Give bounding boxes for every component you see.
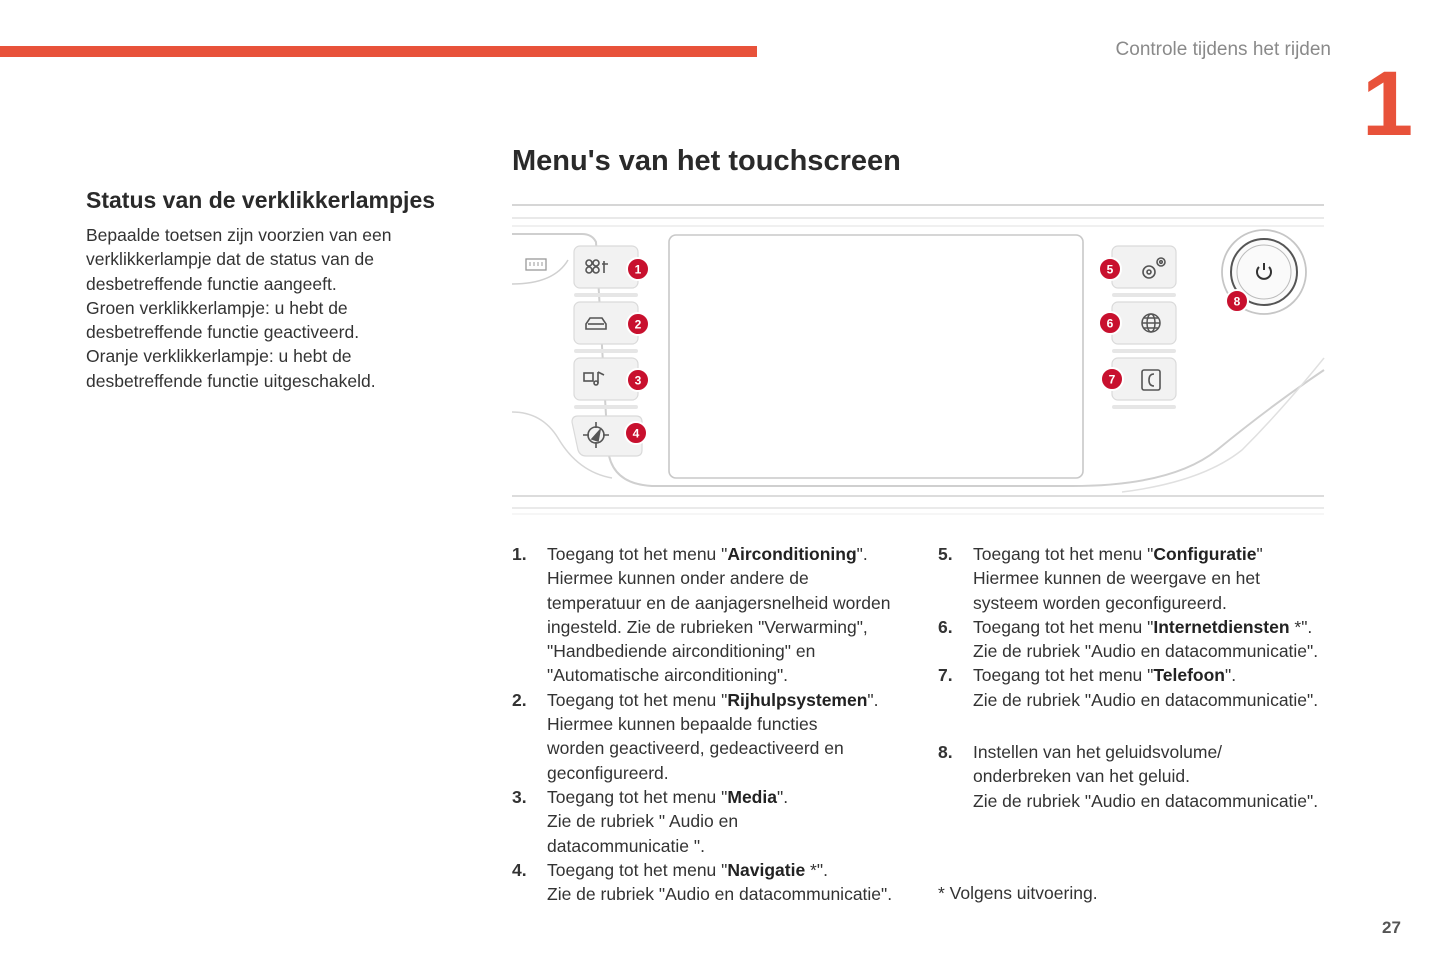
rear-defrost-icon [526, 259, 546, 270]
page-title: Menu's van het touchscreen [512, 145, 901, 177]
list-item [512, 542, 912, 688]
badge-5 [1099, 258, 1121, 280]
item-line: Zie de rubriek "Audio en datacommunicatie". [973, 790, 1319, 811]
badge-1 [627, 258, 649, 280]
item-line: "Automatische airconditioning". [547, 665, 789, 686]
status-line: desbetreffende functie geactiveerd. [86, 322, 360, 343]
section-title: Controle tijdens het rijden [1115, 39, 1331, 60]
page-number: 27 [1382, 918, 1401, 937]
button-internet-services[interactable] [1112, 302, 1176, 353]
badge-6 [1099, 312, 1121, 334]
item-line: geconfigureerd. [547, 762, 669, 783]
menu-name: Telefoon [1153, 665, 1225, 686]
chapter-number: 1 [1362, 53, 1414, 155]
list-item [938, 615, 1338, 664]
item-number: 8. [938, 742, 953, 763]
badge-2 [627, 313, 649, 335]
list-item [938, 542, 1338, 615]
svg-text:1: 1 [634, 262, 642, 277]
item-heading: Toegang tot het menu "Media". [547, 786, 789, 807]
badge-8 [1226, 290, 1248, 312]
svg-text:5: 5 [1106, 262, 1114, 277]
footnote: * Volgens uitvoering. [938, 883, 1098, 903]
status-line: verklikkerlampje dat de status van de [86, 249, 374, 270]
item-line: onderbreken van het geluid. [973, 766, 1190, 787]
item-line: Hiermee kunnen onder andere de [547, 568, 809, 589]
item-line: temperatuur en de aanjagersnelheid worden [547, 592, 891, 613]
item-heading: Toegang tot het menu "Airconditioning". [547, 544, 868, 564]
list-item [512, 785, 912, 858]
badge-7 [1101, 368, 1123, 390]
svg-text:3: 3 [634, 373, 642, 388]
item-line: Zie de rubriek " Audio en [547, 811, 739, 832]
item-line: Hiermee kunnen de weergave en het [973, 568, 1260, 589]
item-line: Zie de rubriek "Audio en datacommunicatie". [547, 884, 893, 905]
status-line: desbetreffende functie aangeeft. [86, 273, 337, 294]
svg-text:7: 7 [1108, 372, 1116, 387]
list-item [938, 740, 1338, 813]
item-line: Zie de rubriek "Audio en datacommunicatie". [973, 689, 1319, 710]
menu-name: Airconditioning [727, 544, 857, 564]
menu-name: Internetdiensten [1153, 616, 1290, 637]
header-accent-bar [0, 46, 757, 57]
menu-list-left [512, 542, 912, 906]
item-line: ingesteld. Zie de rubrieken "Verwarming", [547, 616, 868, 637]
badge-3 [627, 369, 649, 391]
svg-text:8: 8 [1233, 294, 1241, 309]
status-line: Groen verklikkerlampje: u hebt de [86, 297, 348, 318]
item-number: 3. [512, 786, 527, 807]
status-line: Oranje verklikkerlampje: u hebt de [86, 346, 352, 367]
item-line: Instellen van het geluidsvolume/ [973, 742, 1223, 763]
item-line: datacommunicatie ". [547, 835, 705, 856]
item-line: systeem worden geconfigureerd. [973, 592, 1227, 613]
menu-list-right [938, 542, 1338, 813]
list-item [938, 663, 1338, 712]
item-heading: Toegang tot het menu "Internetdiensten *". [973, 616, 1313, 637]
status-description [86, 223, 446, 393]
list-item [512, 858, 912, 907]
menu-name: Navigatie [727, 859, 806, 880]
item-heading: Toegang tot het menu "Navigatie *". [547, 859, 828, 880]
svg-text:2: 2 [634, 317, 642, 332]
svg-text:4: 4 [632, 426, 640, 441]
item-number: 5. [938, 544, 953, 564]
item-line: Hiermee kunnen bepaalde functies [547, 714, 818, 735]
status-line: desbetreffende functie uitgeschakeld. [86, 370, 376, 391]
item-number: 1. [512, 544, 527, 564]
item-number: 4. [512, 859, 527, 880]
menu-name: Rijhulpsystemen [727, 689, 868, 710]
bezel-curve [512, 260, 568, 284]
touchscreen-diagram [512, 200, 1327, 518]
menu-name: Media [727, 786, 777, 807]
item-line: "Handbediende airconditioning" en [547, 641, 816, 662]
svg-text:6: 6 [1106, 316, 1114, 331]
item-heading: Toegang tot het menu "Configuratie" [973, 544, 1263, 564]
badge-4 [625, 422, 647, 444]
item-line: worden geactiveerd, gedeactiveerd en [547, 738, 844, 759]
item-line: Zie de rubriek "Audio en datacommunicatie". [973, 641, 1319, 662]
item-heading: Toegang tot het menu "Rijhulpsystemen". [547, 689, 879, 710]
menu-name: Configuratie [1153, 544, 1257, 564]
list-item [512, 688, 912, 785]
touchscreen-display[interactable] [669, 235, 1083, 478]
item-number: 2. [512, 689, 527, 710]
item-number: 7. [938, 665, 953, 686]
item-number: 6. [938, 616, 953, 637]
status-heading: Status van de verklikkerlampjes [86, 187, 436, 213]
status-line: Bepaalde toetsen zijn voorzien van een [86, 225, 392, 245]
item-heading: Toegang tot het menu "Telefoon". [973, 665, 1237, 686]
